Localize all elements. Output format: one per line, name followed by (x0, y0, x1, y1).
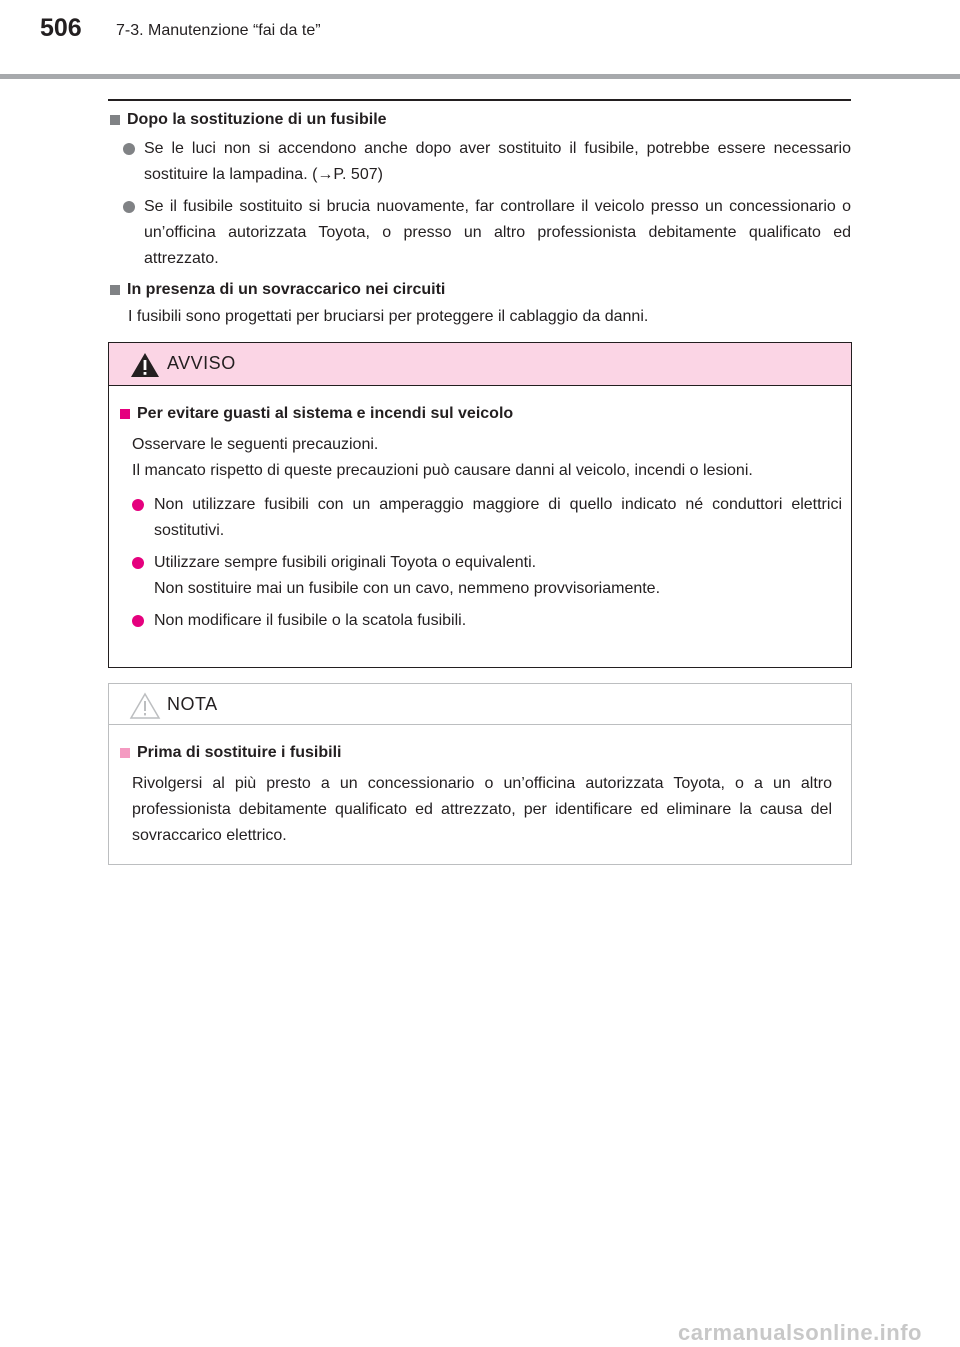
bullet-text: Non utilizzare fusibili con un amperaggio maggiore di quello indicato né conduttori elettrici sostitutivi. (154, 496, 842, 539)
heading-text: Prima di sostituire i fusibili (137, 744, 342, 761)
caution-outline-triangle-icon (129, 692, 161, 720)
bullet-text: Se le luci non si accendono anche dopo aver sostituito il fusibile, potrebbe essere necessario sostituire la lampadina. (→P. 507) (144, 140, 851, 183)
warning-box (108, 342, 852, 668)
main-content (108, 108, 851, 330)
warning-body (109, 386, 851, 634)
bullet-item (108, 136, 851, 188)
section-title: 7-3. Manutenzione “fai da te” (116, 22, 321, 39)
bullet-text: Se il fusibile sostituito si brucia nuovamente, far controllare il veicolo presso un concessionario o un’officina autorizzata Toyota, o presso un altro professionista debitamente qualificato ed attrezzato. (144, 198, 851, 267)
note-body (109, 725, 851, 849)
bullet-item (108, 194, 851, 272)
warning-heading (118, 402, 842, 426)
square-bullet-icon (110, 285, 120, 295)
section-heading-overload (108, 278, 851, 302)
circle-bullet-icon (132, 499, 144, 511)
warning-triangle-icon (129, 351, 161, 379)
square-bullet-icon (110, 115, 120, 125)
square-bullet-icon (120, 409, 130, 419)
warning-header (109, 343, 851, 386)
heading-text: Per evitare guasti al sistema e incendi sul veicolo (137, 405, 514, 422)
square-bullet-icon (120, 748, 130, 758)
paragraph: I fusibili sono progettati per bruciarsi per proteggere il cablaggio da danni. (128, 308, 649, 325)
warning-title: AVVISO (167, 353, 236, 373)
page-number: 506 (40, 14, 82, 42)
circle-bullet-icon (132, 615, 144, 627)
content-rule (108, 99, 851, 101)
heading-text: Dopo la sostituzione di un fusibile (127, 111, 387, 128)
section-heading-after-replacement (108, 108, 851, 132)
header-rule (0, 74, 960, 79)
note-title: NOTA (167, 694, 218, 714)
circle-bullet-icon (132, 557, 144, 569)
bullet-text-line-2: Non sostituire mai un fusibile con un cavo, nemmeno provvisoriamente. (154, 580, 661, 597)
bullet-item (118, 608, 842, 634)
note-header (109, 684, 851, 725)
paragraph: Osservare le seguenti precauzioni. (132, 436, 379, 453)
bullet-text: Utilizzare sempre fusibili originali Toyota o equivalenti. (154, 554, 537, 571)
heading-text: In presenza di un sovraccarico nei circuiti (127, 281, 446, 298)
bullet-text: Non modificare il fusibile o la scatola fusibili. (154, 612, 467, 629)
bullet-item (118, 492, 842, 544)
watermark: carmanualsonline.info (678, 1320, 922, 1345)
page-header (0, 0, 960, 80)
paragraph: Rivolgersi al più presto a un concessionario o un’officina autorizzata Toyota, o a un altro professionista debitamente qualificato ed attrezzato, per identificare ed eliminare la causa del sovraccarico elettrico. (132, 775, 832, 844)
note-box (108, 683, 852, 865)
paragraph: Il mancato rispetto di queste precauzioni può causare danni al veicolo, incendi o lesioni. (132, 462, 753, 479)
circle-bullet-icon (123, 201, 135, 213)
bullet-item (118, 550, 842, 602)
circle-bullet-icon (123, 143, 135, 155)
note-heading (118, 741, 842, 765)
